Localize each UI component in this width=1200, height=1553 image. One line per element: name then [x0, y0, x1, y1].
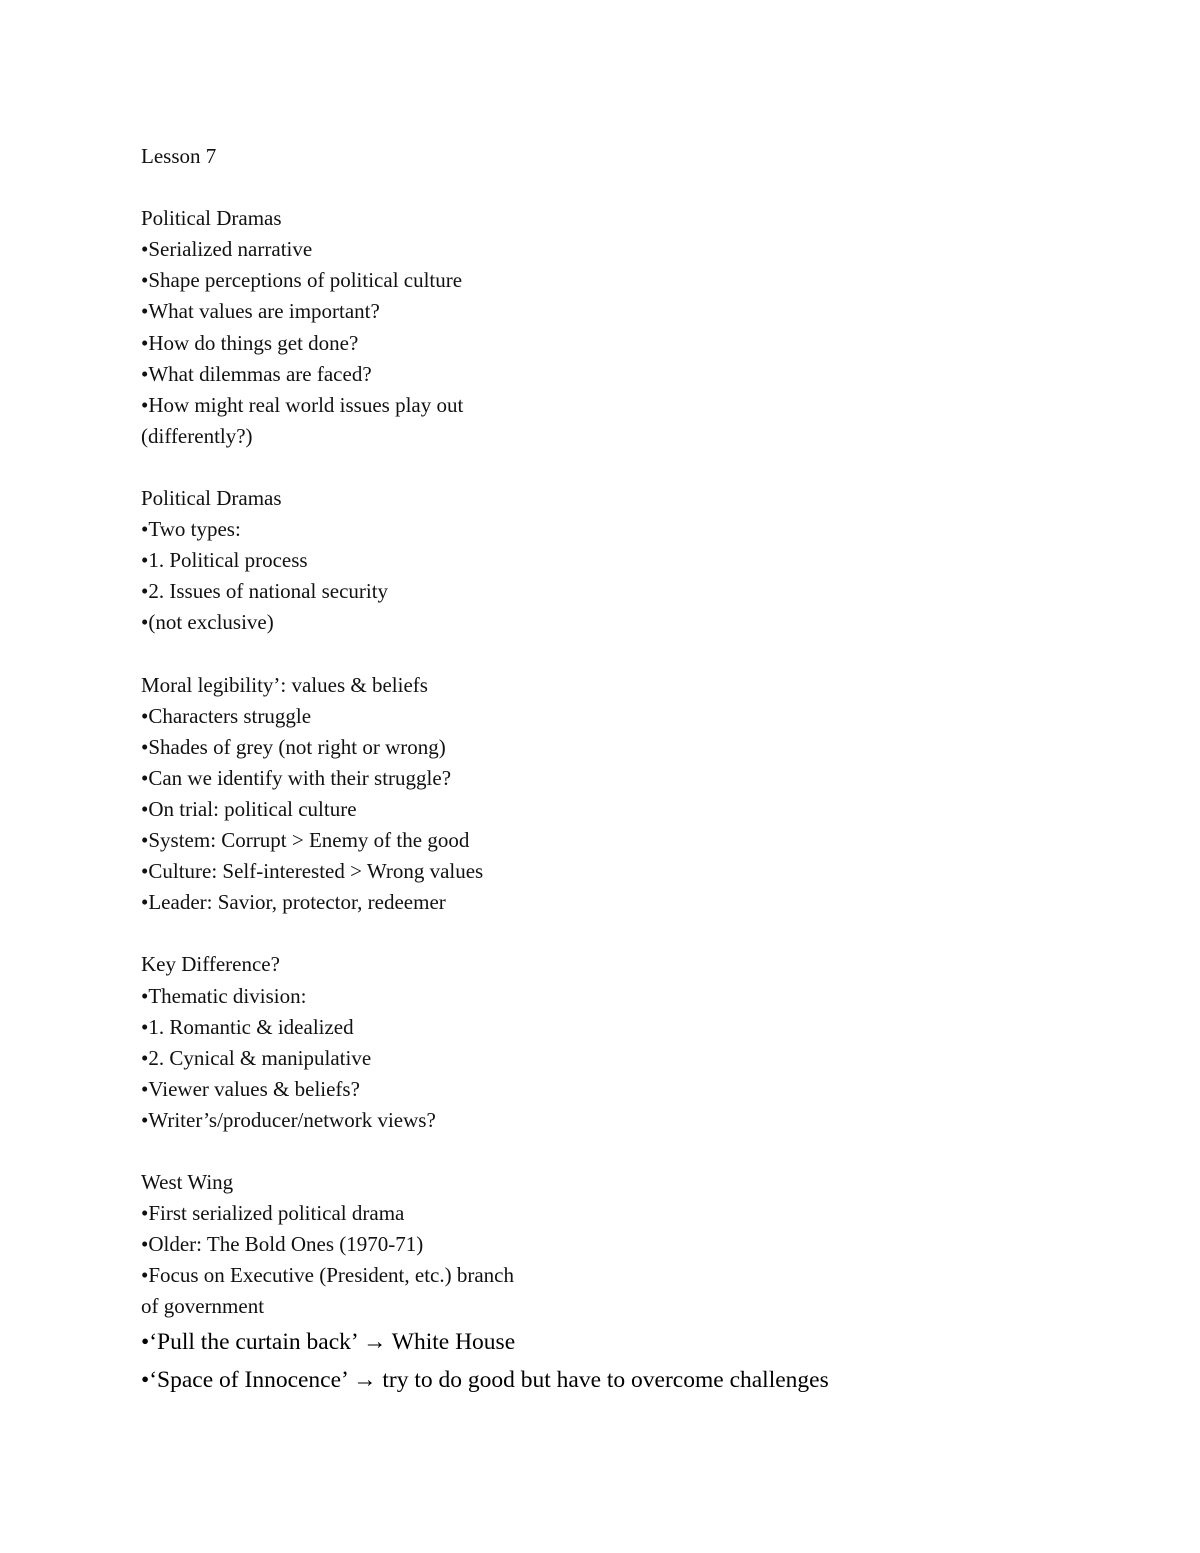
bullet-line: •1. Romantic & idealized	[141, 1014, 354, 1039]
bullet-line: •Can we identify with their struggle?	[141, 765, 452, 790]
bullet-line: •Older: The Bold Ones (1970-71)	[141, 1232, 424, 1257]
bullet-line: •Thematic division:	[141, 983, 307, 1008]
bullet-line: •Two types:	[141, 517, 241, 542]
document-body	[141, 141, 1141, 1399]
bullet-line: •1. Political process	[141, 548, 308, 573]
bullet-line-large: •‘Space of Innocence’ → try to do good but have to overcome challenges	[141, 1366, 829, 1393]
bullet-line: •Characters struggle	[141, 703, 312, 728]
bullet-line: •2. Issues of national security	[141, 579, 389, 604]
bullet-line: •Shades of grey (not right or wrong)	[141, 734, 446, 759]
bullet-line: •Shape perceptions of political culture	[141, 268, 463, 293]
bullet-line: •Serialized narrative	[141, 237, 313, 262]
bullet-line: •How do things get done?	[141, 330, 359, 355]
bullet-line: •On trial: political culture	[141, 796, 357, 821]
continuation-line: of government	[141, 1294, 265, 1319]
bullet-line: •How might real world issues play out	[141, 392, 464, 417]
bullet-line: •2. Cynical & manipulative	[141, 1045, 372, 1070]
section-heading: West Wing	[141, 1170, 234, 1195]
bullet-line-large: •‘Pull the curtain back’ → White House	[141, 1328, 516, 1355]
bullet-line: •Culture: Self-interested > Wrong values	[141, 859, 484, 884]
bullet-line: •First serialized political drama	[141, 1201, 405, 1226]
bullet-line: •What values are important?	[141, 299, 380, 324]
continuation-line: (differently?)	[141, 423, 253, 448]
bullet-line: •System: Corrupt > Enemy of the good	[141, 828, 470, 853]
bullet-line: •(not exclusive)	[141, 610, 274, 635]
section-heading: Key Difference?	[141, 952, 280, 977]
section-heading: Political Dramas	[141, 486, 282, 511]
bullet-line: •Focus on Executive (President, etc.) branch	[141, 1263, 514, 1288]
section-heading: Moral legibility’: values & beliefs	[141, 672, 428, 697]
bullet-line: •What dilemmas are faced?	[141, 361, 372, 386]
document-title: Lesson 7	[141, 144, 217, 168]
bullet-line: •Writer’s/producer/network views?	[141, 1107, 436, 1132]
spacer	[141, 452, 1141, 483]
bullet-line: •Leader: Savior, protector, redeemer	[141, 890, 446, 915]
bullet-line: •Viewer values & beliefs?	[141, 1076, 360, 1101]
spacer	[141, 639, 1141, 670]
spacer	[141, 172, 1141, 203]
spacer	[141, 1136, 1141, 1167]
section-heading: Political Dramas	[141, 206, 282, 231]
spacer	[141, 918, 1141, 949]
